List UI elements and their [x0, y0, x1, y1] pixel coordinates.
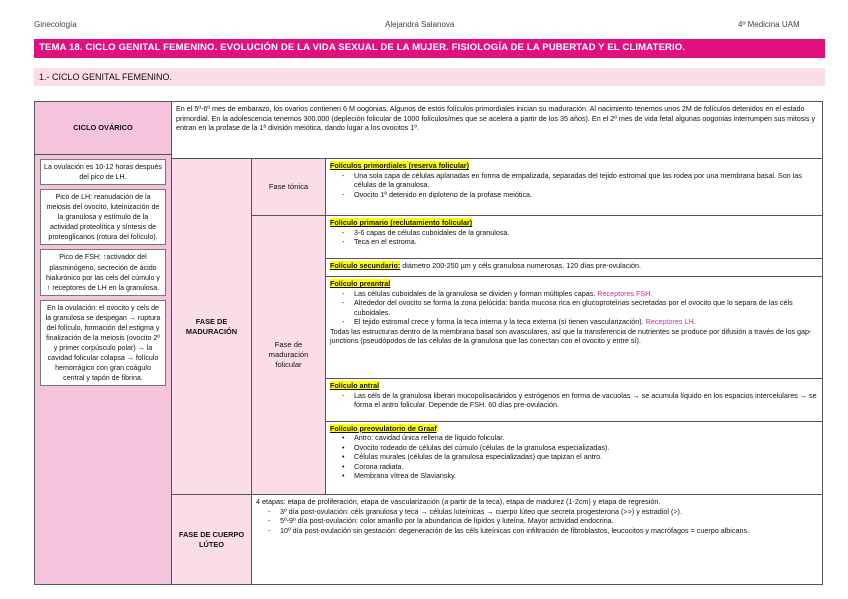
note-box: Pico de FSH: ↑activador del plasminógeno, secreción de ácido hialurónico por las cels del cúmulo y ↑ receptores de LH en la granulosa. — [40, 249, 166, 295]
list-item: - Las céls de la granulosa liberan mucopolisacáridos y estrógenos en forma de vacuolas → se acumula líquido en los espacios intercelulares → se forma el antro folicular. Depende de FSH. 60 días pre-ovulación. — [344, 391, 818, 410]
phase-maduracion: FASE DE MADURACIÓN — [172, 159, 252, 495]
left-column — [35, 102, 172, 585]
list-item: - 10º día post-ovulación sin gestación: degeneración de las céls luteínicas con infiltración de fibroblastos, leucocitos y macrófagos = cuerpo albicans. — [270, 526, 818, 536]
list-item: • Células murales (células de la granulosa especializadas) que tapizan el antro. — [344, 452, 818, 462]
phase-cuerpo-luteo: FASE DE CUERPO LÚTEO — [172, 495, 252, 585]
list-item: - 5º-9º día post-ovulación: color amarillo por la abundancia de lípidos y luteína. Mayor actividad endocrina. — [270, 516, 818, 526]
luteo-cell — [252, 495, 823, 585]
fsh-receptors-note: Receptores FSH. — [597, 288, 653, 298]
list-item: - 3-6 capas de células cuboidales de la granulosa. — [344, 228, 818, 238]
header-right: 4º Medicina UAM — [738, 20, 800, 29]
preantral-cell — [326, 277, 823, 379]
graaf-cell — [326, 421, 823, 494]
list-item: • Membrana vítrea de Slaviansky. — [344, 471, 818, 481]
list-item: • Antro: cavidad única rellena de líquido folicular. — [344, 433, 818, 443]
header-left: Ginecología — [34, 20, 77, 29]
antral-cell — [326, 379, 823, 422]
note-box: En la ovulación: el ovocito y cels de la granulosa se despegan → ruptura del folículo, formación del estigma y finalización de la meiosis (ovocito 2º y primer corpúsculo polar) → la cavidad folicular colapsa → folículo hemorrágico con gran coágulo central y tapón de fibrina. — [40, 300, 166, 387]
section-title: 1.- CICLO GENITAL FEMENINO. — [34, 68, 825, 86]
list-item — [344, 317, 818, 327]
list-item: • Ovocito rodeado de células del cúmulo (células de la granulosa especializadas). — [344, 443, 818, 453]
left-column-title: CICLO OVÁRICO — [35, 102, 171, 155]
list-item: - Ovocito 1º detenido en diploteno de la profase meiótica. — [344, 190, 818, 200]
note-box: Pico de LH: reanudación de la meiosis del ovocito, luteinización de la granulosa y estímulo de la actividad proteolítica y síntesis de proteoglicanos (rotura del folículo). — [40, 189, 166, 245]
graaf-title: Folículo preovulatorio de Graaf — [330, 423, 437, 433]
preantral-item-text: Las células cuboidales de la granulosa se dividen y forman múltiples capas. — [354, 288, 598, 298]
secundario-text: diámetro 200-250 µm y céls granulosa numerosas. 120 días pre-ovulación. — [400, 260, 641, 270]
list-item: - Una sola capa de células aplanadas en forma de empalizada, separadas del tejido estromal que las rodea por una membrana basal. Son las células de la granulosa. — [344, 171, 818, 190]
subphase-folicular: Fase de maduración folicular — [252, 216, 326, 495]
secundario-title: Folículo secundario: — [330, 260, 401, 270]
list-item: - Teca en el estroma. — [344, 237, 818, 247]
primario-cell — [326, 216, 823, 259]
intro-paragraph: En el 5º-6º mes de embarazo, los ovarios contienen 6 M oogonias. Algunos de estos folículos primordiales inician su maduración. Al nacimiento tenemos unos 2M de folículos detenidos en el estado primordial. En la adolescencia tenemos 300.000 (depleción folicular de 1000 folículos/mes que se acelera a partir de los 35 años). En el 2º mes de vida fetal algunas oogonias interrumpen sus mitosis y entran en la profase de la 1ª división meiótica, dando lugar a los ovocitos 1º. — [172, 102, 823, 159]
preantral-item-text: El tejido estromal crece y forma la teca interna y la teca externa (sí tienen vascularización). — [354, 317, 646, 327]
list-item: - Alrededor del ovocito se forma la zona pelúcida: banda mucosa rica en glucoproteínas secretadas por el ovocito que lo separa de las céls cuboidales. — [344, 298, 818, 317]
primordial-cell — [326, 159, 823, 216]
antral-title: Folículo antral — [330, 381, 380, 391]
secundario-cell — [326, 258, 823, 276]
primario-title: Folículo primario (reclutamiento folicular) — [330, 218, 473, 228]
list-item: • Corona radiata. — [344, 462, 818, 472]
topic-title: TEMA 18. CICLO GENITAL FEMENINO. EVOLUCIÓN DE LA VIDA SEXUAL DE LA MUJER. FISIOLOGÍA DE LA PUBERTAD Y EL CLIMATERIO. — [34, 39, 825, 58]
preantral-paragraph: Todas las estructuras dentro de la membrana basal son avasculares, así que la transferencia de nutrientes se produce por difusión a través de los gap-junctions (pseudópodos de las células de la granulosa que las conectan con el ovocito y entre sí). — [330, 326, 812, 346]
subphase-tonica: Fase tónica — [252, 159, 326, 216]
note-box: La ovulación es 10-12 horas después del pico de LH. — [40, 159, 166, 185]
header-center: Alejandra Salanova — [385, 20, 455, 29]
ovarian-cycle-table — [34, 101, 822, 585]
list-item: - 3º día post-ovulación: céls granulosa y teca → células luteínicas → cuerpo lúteo que secreta progesterona (>>) y estradiol (>). — [270, 507, 818, 517]
luteo-intro: 4 etapas: etapa de proliferación, etapa de vascularización (a partir de la teca), etapa de madurez (1-2cm) y etapa de regresión. — [256, 497, 661, 507]
preantral-title: Folículo preantral — [330, 279, 391, 289]
lh-receptors-note: Receptores LH. — [645, 317, 696, 327]
primordial-title: Folículos primordiales (reserva folicular) — [330, 161, 470, 171]
list-item — [344, 289, 818, 299]
